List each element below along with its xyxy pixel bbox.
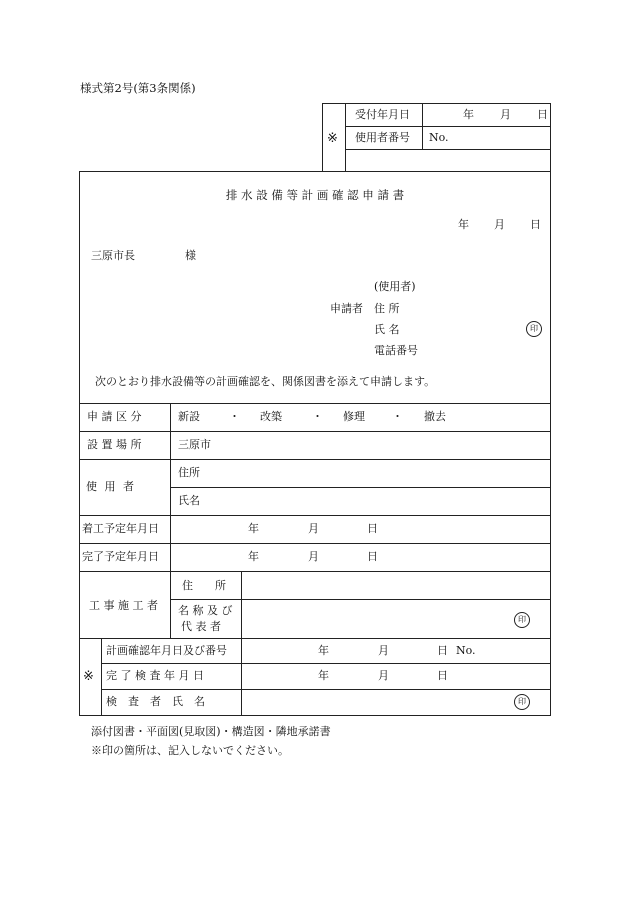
received-day: 日 — [537, 108, 548, 121]
application-statement: 次のとおり排水設備等の計画確認を、関係図書を添えて申請します。 — [95, 375, 436, 388]
category-rebuild[interactable]: 改築 — [260, 410, 282, 423]
completion-month: 月 — [378, 669, 389, 682]
plan-confirm-label: 計画確認年月日及び番号 — [106, 644, 227, 657]
user-number-prefix: No. — [429, 131, 449, 144]
marked-fields-note: ※印の箇所は、記入しないでください。 — [91, 744, 289, 757]
form-number: 様式第2号(第3条関係) — [80, 81, 196, 95]
category-sep-3: ・ — [392, 410, 403, 423]
contractor-label: 工 事 施 工 者 — [89, 599, 158, 612]
start-year: 年 — [248, 522, 259, 535]
end-day: 日 — [367, 550, 378, 563]
plan-confirm-year: 年 — [318, 644, 329, 657]
attachments-note: 添付図書・平面図(見取図)・構造図・隣地承諾書 — [91, 725, 331, 738]
start-month: 月 — [308, 522, 319, 535]
end-month: 月 — [308, 550, 319, 563]
user-number-label: 使用者番号 — [355, 131, 410, 144]
contractor-seal-icon: 印 — [514, 612, 530, 628]
inspector-seal-icon: 印 — [514, 694, 530, 710]
application-title: 排 水 設 備 等 計 画 確 認 申 請 書 — [225, 188, 405, 202]
applicant-phone-label: 電話番号 — [374, 344, 418, 357]
category-repair[interactable]: 修理 — [343, 410, 365, 423]
category-label: 申 請 区 分 — [87, 410, 142, 423]
applicant-label: 申請者 — [330, 302, 363, 315]
completion-day: 日 — [437, 669, 448, 682]
received-date-label: 受付年月日 — [355, 108, 410, 121]
addressee-honorific: 様 — [185, 249, 196, 262]
completion-year: 年 — [318, 669, 329, 682]
applicant-seal-icon: 印 — [526, 321, 542, 337]
location-label: 設 置 場 所 — [87, 438, 142, 451]
reception-mark: ※ — [327, 131, 338, 146]
category-sep-1: ・ — [229, 410, 240, 423]
category-new[interactable]: 新設 — [178, 410, 200, 423]
application-date-year: 年 — [458, 218, 469, 231]
location-value: 三原市 — [178, 438, 211, 451]
plan-confirm-number-prefix: No. — [456, 644, 476, 657]
category-sep-2: ・ — [312, 410, 323, 423]
start-day: 日 — [367, 522, 378, 535]
contractor-address-label: 住 所 — [182, 579, 226, 592]
application-date-day: 日 — [530, 218, 541, 231]
user-label: 使 用 者 — [86, 480, 136, 493]
end-year: 年 — [248, 550, 259, 563]
end-date-label: 完了予定年月日 — [82, 550, 159, 563]
user-address-label: 住所 — [178, 466, 200, 479]
application-date-month: 月 — [494, 218, 505, 231]
office-mark: ※ — [83, 669, 94, 684]
start-date-label: 着工予定年月日 — [82, 522, 159, 535]
applicant-address-label: 住 所 — [374, 302, 400, 315]
contractor-name-label-line1: 名 称 及 び — [178, 604, 233, 617]
plan-confirm-month: 月 — [378, 644, 389, 657]
plan-confirm-day: 日 — [437, 644, 448, 657]
received-month: 月 — [500, 108, 511, 121]
user-paren-label: (使用者) — [374, 280, 416, 293]
applicant-name-label: 氏 名 — [374, 323, 400, 336]
user-name-label: 氏名 — [178, 494, 200, 507]
completion-label: 完 了 検 査 年 月 日 — [106, 669, 204, 682]
inspector-label: 検 査 者 氏 名 — [106, 695, 205, 708]
contractor-name-label-line2: 代 表 者 — [181, 620, 221, 633]
received-year: 年 — [463, 108, 474, 121]
addressee: 三原市長 — [91, 249, 135, 262]
category-removal[interactable]: 撤去 — [424, 410, 446, 423]
